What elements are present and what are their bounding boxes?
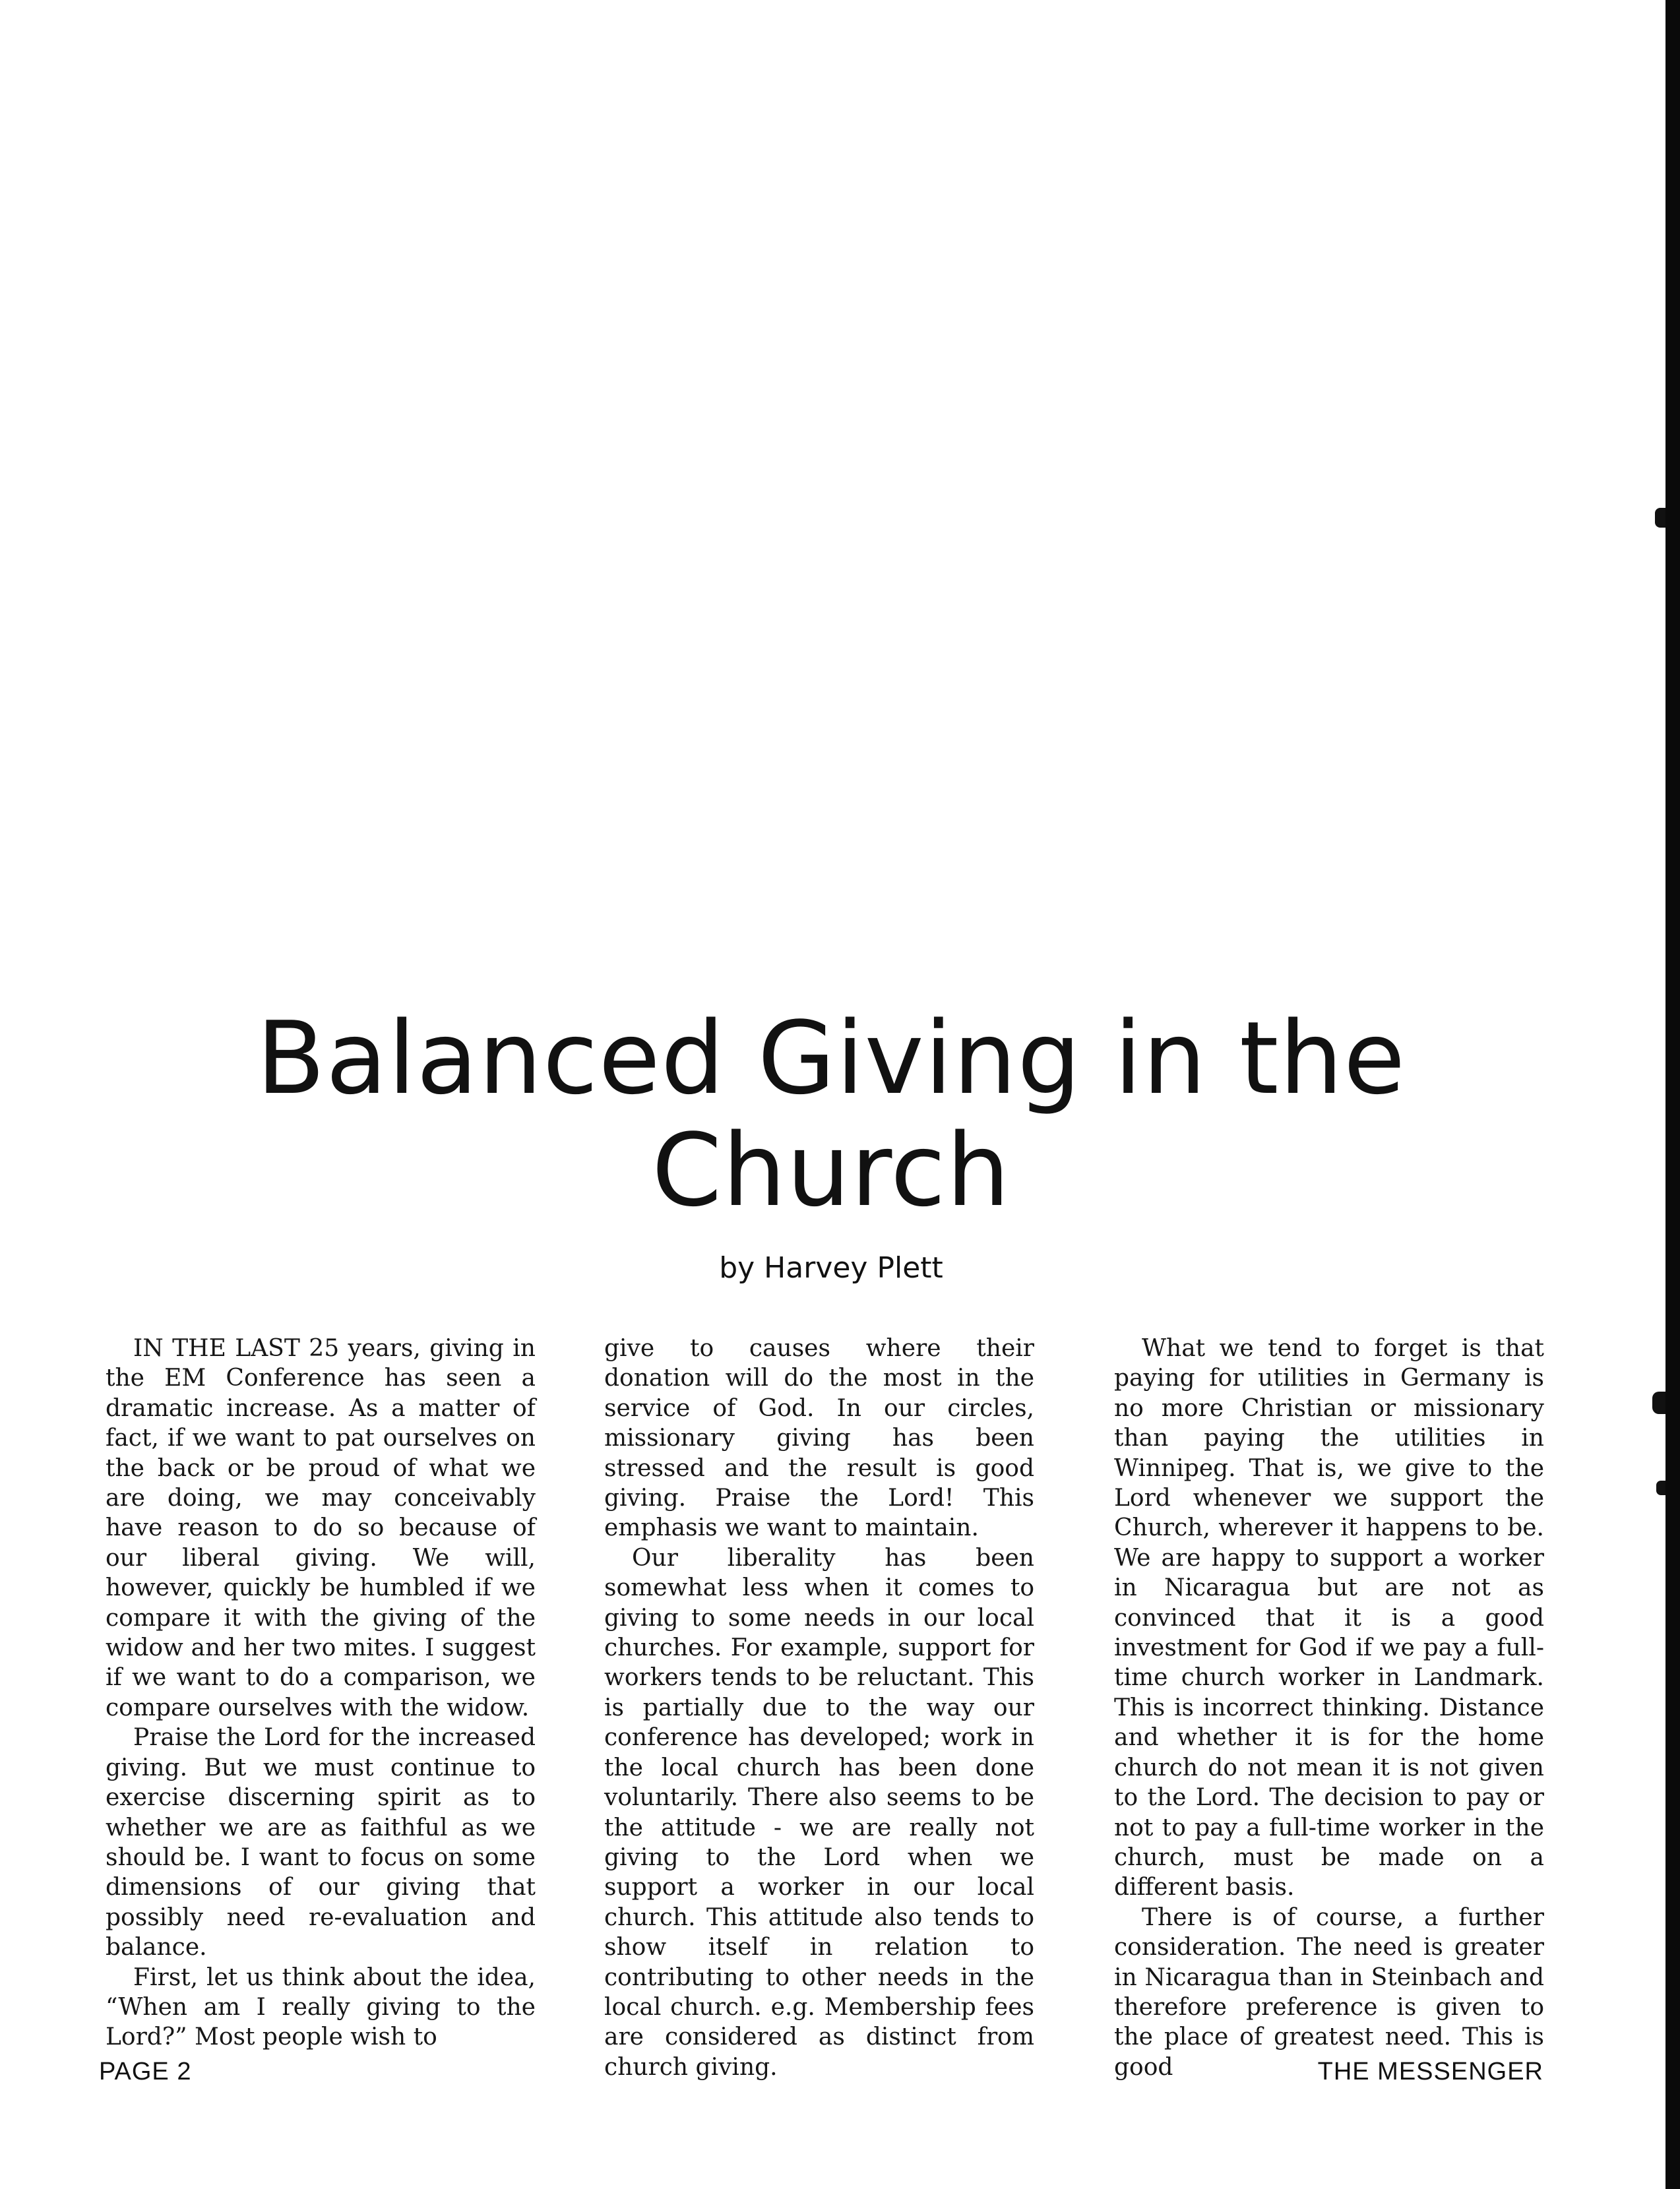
scan-artifact <box>1652 1392 1665 1414</box>
scan-page-edge <box>1665 0 1680 2189</box>
article-column-2 <box>604 1334 1034 2081</box>
paragraph: Praise the Lord for the increased giving. But we must continue to exercise discerning spirit as to whether we are as faithful as we should be. I want to focus on some dimensions of our giving that possibly need re-evaluation and balance. <box>106 1724 536 1961</box>
publication-name: THE MESSENGER <box>1317 2058 1543 2085</box>
article-byline: by Harvey Plett <box>719 1251 943 1285</box>
paragraph: First, let us think about the idea, “When am I really giving to the Lord?” Most people wish to <box>106 1963 536 2051</box>
paragraph: IN THE LAST 25 years, giving in the EM Conference has seen a dramatic increase. As a matter of fact, if we want to pat ourselves on the back or be proud of what we are doing, we may conceivably have reason to do so because of our liberal giving. We will, however, quickly be humbled if we compare it with the giving of the widow and her two mites. I suggest if we want to do a comparison, we compare ourselves with the widow. <box>106 1335 536 1721</box>
article-title: Balanced Giving in the Church <box>256 1000 1406 1229</box>
paragraph: There is of course, a further consideration. The need is greater in Nicaragua than in Steinbach and therefore preference is given to the place of greatest need. This is good <box>1114 1903 1544 2081</box>
scan-artifact <box>1655 508 1665 528</box>
scan-artifact <box>1656 1481 1665 1495</box>
paragraph: give to causes where their donation will do the most in the service of God. In our circles, missionary giving has been stressed and the result is good giving. Praise the Lord! This emphasis we want to maintain. <box>604 1335 1034 1542</box>
paragraph: What we tend to forget is that paying for utilities in Germany is no more Christian or missionary than paying the utilities in Winnipeg. That is, we give to the Lord whenever we support the Church, wherever it happens to be. We are happy to support a worker in Nicaragua but are not as convinced that it is a good investment for God if we pay a full-time church worker in Landmark. This is incorrect thinking. Distance and whether it is for the home church do not mean it is not given to the Lord. The decision to pay or not to pay a full-time worker in the church, must be made on a different basis. <box>1114 1335 1544 1901</box>
article-column-1 <box>106 1334 536 2052</box>
paragraph: Our liberality has been somewhat less when it comes to giving to some needs in our local churches. For example, support for workers tends to be reluctant. This is partially due to the way our conference has developed; work in the local church has been done voluntarily. There also seems to be the attitude - we are really not giving to the Lord when we support a worker in our local church. This attitude also tends to show itself in relation to contributing to other needs in the local church. e.g. Membership fees are considered as distinct from church giving. <box>604 1544 1034 2081</box>
page-number: PAGE 2 <box>99 2058 192 2085</box>
